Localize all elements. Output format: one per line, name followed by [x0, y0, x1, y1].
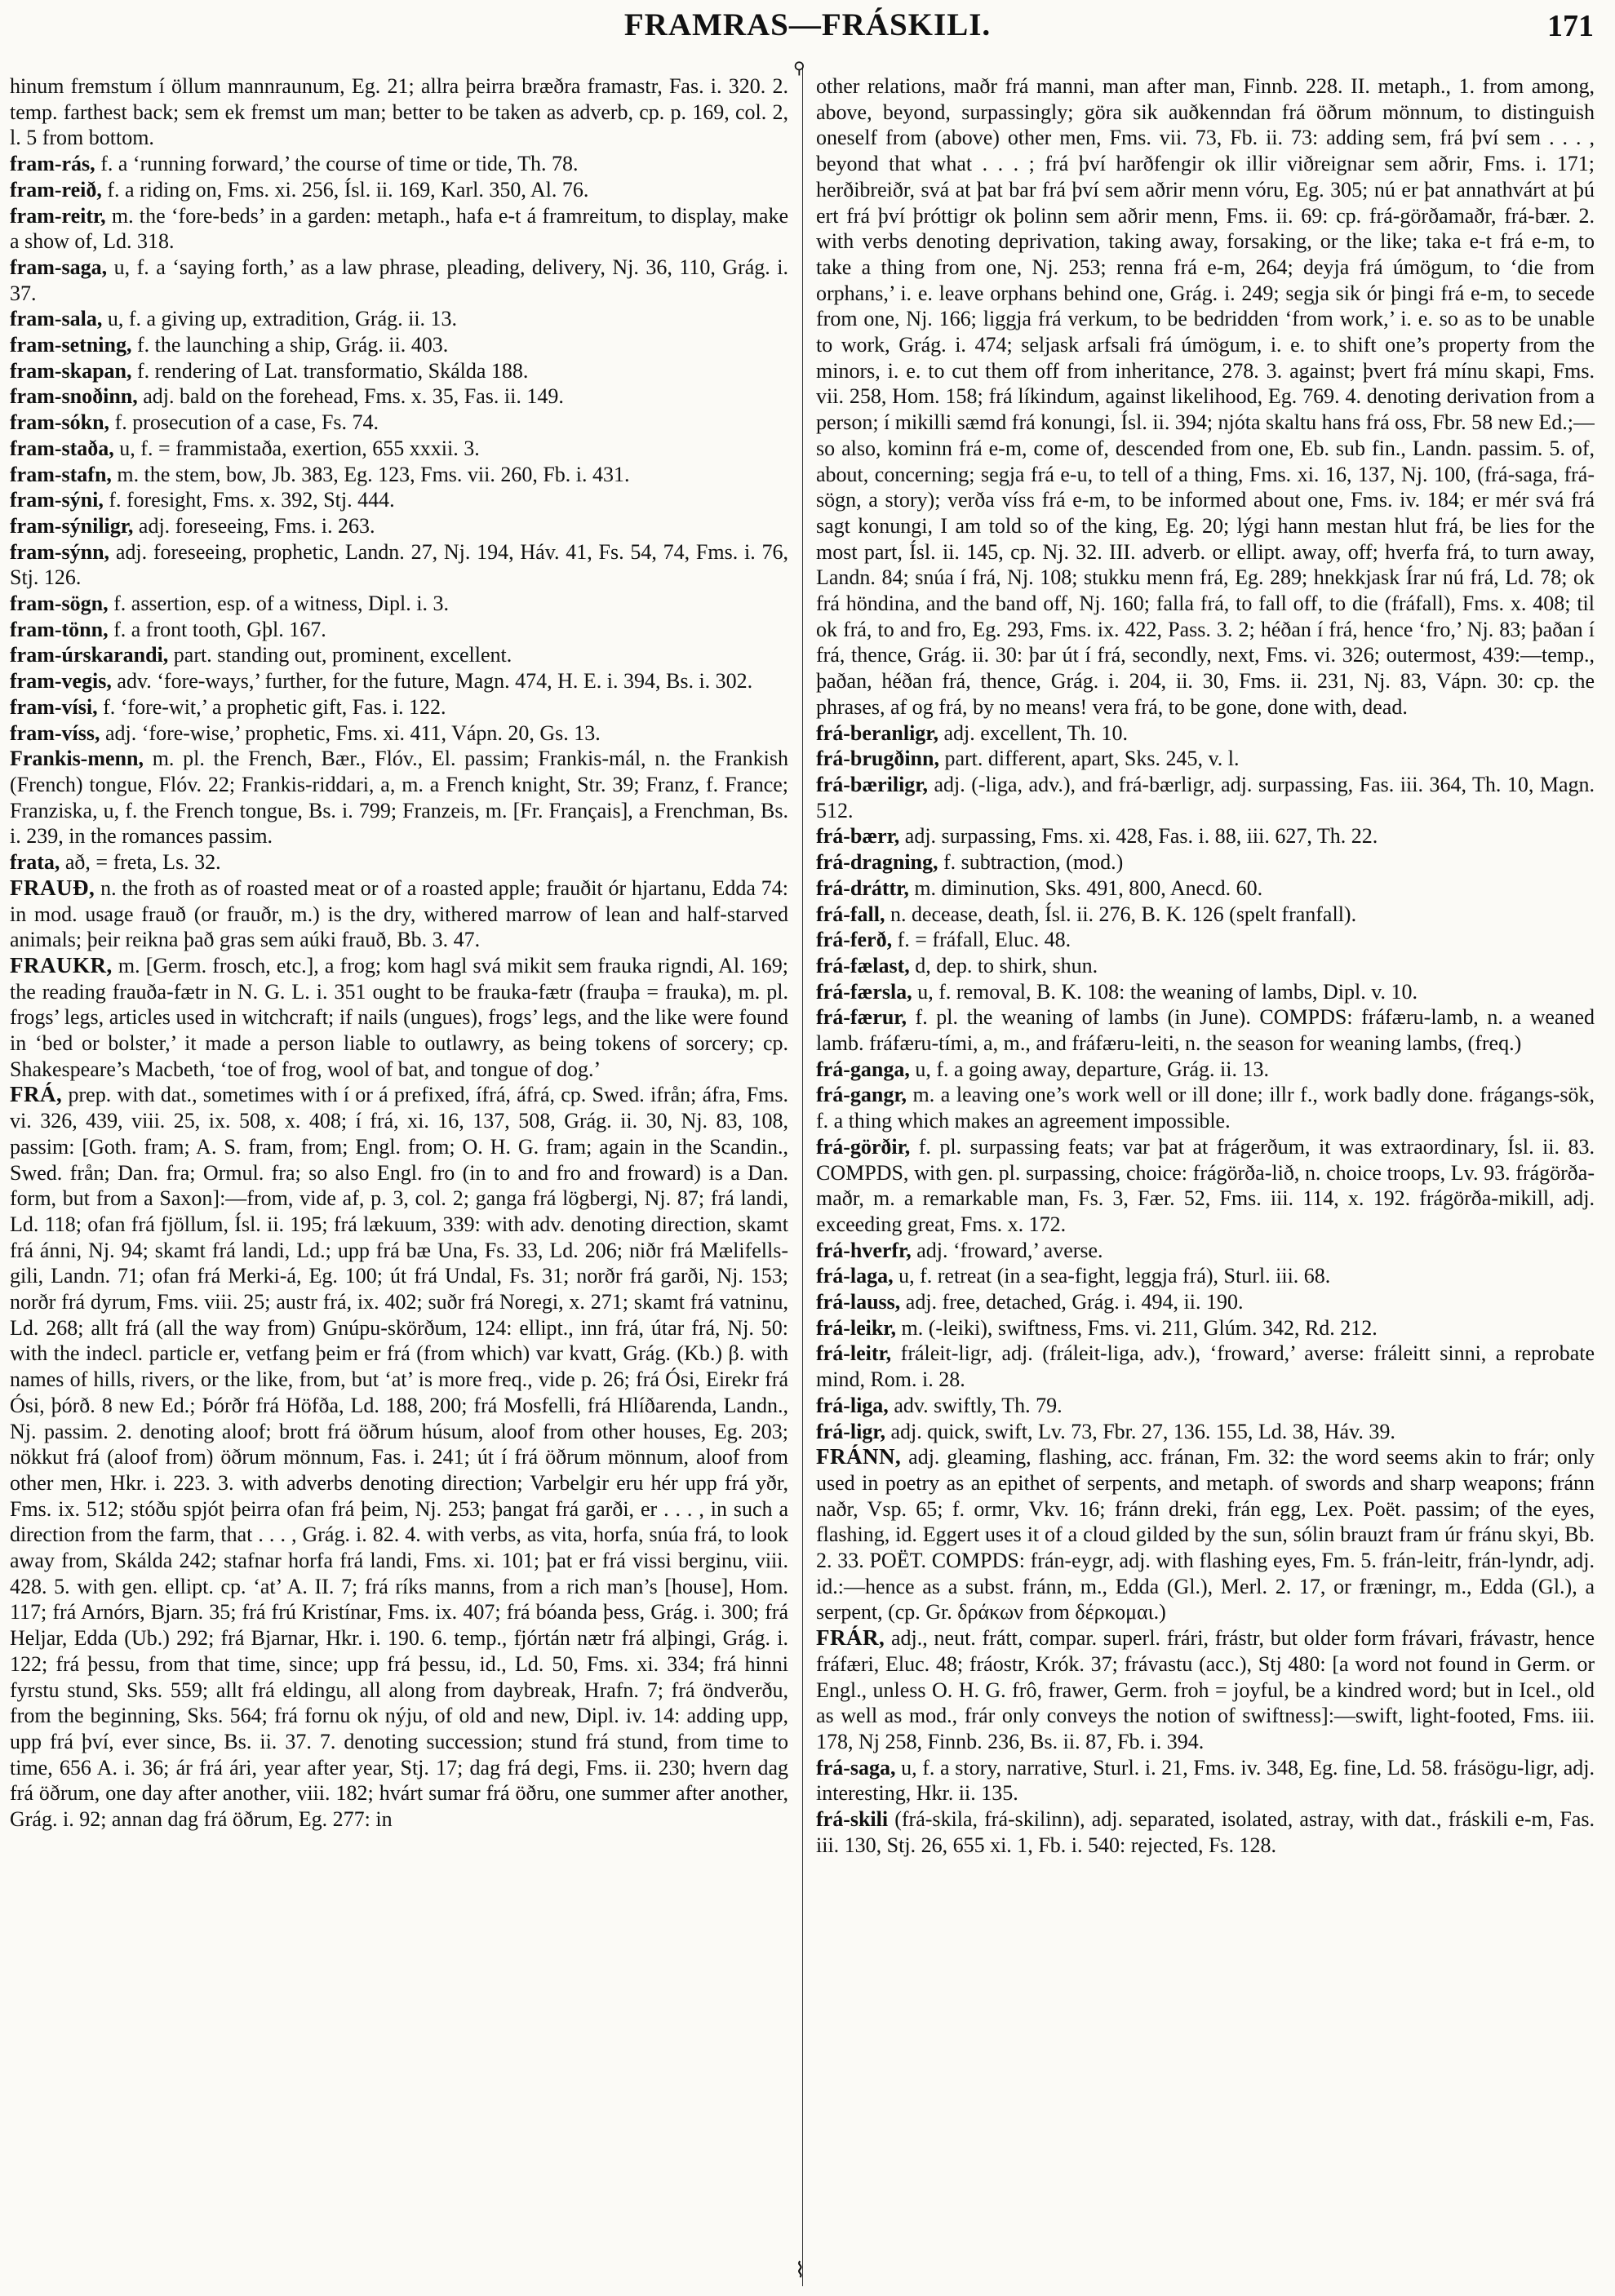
entry-text: adj. foreseeing, prophetic, Landn. 27, Nj. 194, Háv. 41, Fs. 54, 74, Fms. i. 76, Stj. 126. — [10, 539, 788, 590]
entry-headword: fram-víss, — [10, 720, 100, 745]
dictionary-entry — [10, 203, 788, 255]
dictionary-entry — [816, 1444, 1595, 1625]
entry-headword: fram-skapan, — [10, 358, 132, 383]
dictionary-entry — [816, 1341, 1595, 1392]
entry-text: f. a ‘running forward,’ the course of time or tide, Th. 78. — [100, 152, 579, 176]
entry-text: u, f. retreat (in a sea-fight, leggja frá), Sturl. iii. 68. — [898, 1264, 1331, 1288]
entry-headword: fram-sýni, — [10, 488, 104, 512]
entry-text: u, f. a ‘saying forth,’ as a law phrase, pleading, delivery, Nj. 36, 110, Grág. i. 37. — [10, 255, 788, 305]
dictionary-entry — [10, 73, 788, 151]
entry-headword: fram-reið, — [10, 177, 102, 202]
entry-text: m. pl. the French, Bær., Flóv., El. passim; Frankis-mál, n. the Frankish (French) tongue, Flóv. 22; Frankis-riddari, a, m. a French knight, Str. 39; Franz, f. France; Franziska, u, f. the French tongue, Bs. i. 799; Franzeis, m. [Fr. Français], a Frenchman, Bs. i. 239, in the romances passim. — [10, 747, 788, 849]
entry-text: adj. gleaming, flashing, acc. fránan, Fm. 32: the word seems akin to frár; only used in poetry as an epithet of serpents, and metaph. of swords and sharp weapons; fránn naðr, Vsp. 65; f. ormr, Vkv. 16; fránn dreki, frán egg, Lex. Poët. passim; of the eyes, flashing, id. Eggert uses it of a cloud gilded by the sun, sólin brauzt fram úr fránu skyi, Bb. 2. 33. POËT. COMPDS: frán-eygr, adj. with flashing eyes, Fm. 5. frán-leitr, frán-lyndr, adj. id.:—hence as a subst. fránn, m., Edda (Gl.), Merl. 2. 17, or fræningr, m., Edda (Gl.), a serpent, (cp. Gr. δράκων from δέρκομαι.) — [816, 1445, 1595, 1624]
dictionary-entry — [816, 1419, 1595, 1445]
entry-text: other relations, maðr frá manni, man after man, Finnb. 228. II. metaph., 1. from among, above, beyond, surpassingly; göra sik auðkenndan frá öðrum mönnum, to distinguish oneself from (above) other men, Fms. vii. 73, Fb. ii. 73: adding sem, frá því sem . . . , beyond that what . . . ; frá því harðfengir ok illir viðreignar sem aðrir, Fms. i. 171; herðibreiðr, svá at þat bar frá því sem aðrir menn vóru, Eg. 305; nú er þat annathvárt at þú ert frá því þróttigr ok þolinn sem aðrir menn, Fms. ii. 69: cp. frá-görðamaðr, frá-bær. 2. with verbs denoting deprivation, taking away, forsaking, or the like; taka e-t frá e-m, to take a thing from one, Nj. 253; renna frá e-m, 264; deyja frá úmögum, to ‘die from orphans,’ i. e. leave orphans behind one, Grág. i. 249; segja sik ór þingi frá e-m, to secede from one, Nj. 166; liggja frá verkum, to be bedridden ‘from work,’ i. e. so as to be unable to work, Grág. i. 474; seljask arfsali frá úmögum, i. e. to shift one’s property from the minors, i. e. to cut them off from inheritance, 278. 3. against; þvert frá mínu skapi, Fms. vii. 258, Hom. 158; frá líkindum, against likelihood, Eg. 769. 4. denoting derivation from a person; í mikilli sæmd frá konungi, Ísl. ii. 394; njóta skaltu hans frá oss, Fbr. 58 new Ed.;—so also, kominn frá e-m, come of, descended from one, Eb. sub fin., Landn. passim. 5. of, about, concerning; segja frá e-u, to tell of a thing, Fms. xi. 16, 137, Nj. 100, (frá-saga, frá-sögn, a story); verða víss frá e-m, to be informed about one, Fms. iv. 184; er mér svá frá sagt konungi, I am told so of the king, Eg. 20; lýgi hann mestan hlut frá, be lies for the most part, Ísl. ii. 145, cp. Nj. 32. III. adverb. or ellipt. away, off; hverfa frá, to turn away, Landn. 84; snúa í frá, Nj. 108; stukku menn frá, Eg. 289; hnekkjask Írar nú frá, Ld. 78; ok frá höndina, and the band off, Nj. 160; falla frá, to fall off, to die (fráfall), Fms. x. 408; til ok frá, to and fro, Eg. 293, Fms. ix. 422, Pass. 3. 2; héðan í frá, hence ‘fro,’ Nj. 83; þaðan í frá, thence, Grág. ii. 30: þar út í frá, secondly, next, Fms. vi. 326; outermost, 439:—temp., þaðan, héðan frá, thence, Grág. i. 204, ii. 30, Fms. ii. 231, Nj. 83, Vápn. 30: cp. the phrases, af og frá, by no means! vera frá, to be gone, done with, dead. — [816, 74, 1595, 719]
entry-headword: FRAUÐ, — [10, 875, 95, 900]
entry-text: f. the launching a ship, Grág. ii. 403. — [136, 333, 449, 357]
dictionary-entry — [10, 746, 788, 849]
entry-text: adj., neut. frátt, compar. superl. frári, frástr, but older form frávari, frávastr, hence fráfæri, Eluc. 48; fráostr, Krók. 37; frávastu (acc.), Stj 480: [a word not found in Germ. or Engl., unless O. H. G. frô, frawer, Germ. froh = joyful, be a kindred word; but in Icel., old as well as mod., frár only conveys the notion of swiftness]:—swift, light-footed, Fms. iii. 178, Nj 258, Finnb. 236, Bs. ii. 87, Fb. i. 394. — [816, 1626, 1595, 1753]
entry-text: m. (-leiki), swiftness, Fms. vi. 211, Glúm. 342, Rd. 212. — [901, 1315, 1378, 1340]
entry-headword: frá-dragning, — [816, 850, 938, 875]
entry-text: n. the froth as of roasted meat or of a roasted apple; frauðit ór hjartanu, Edda 74: in mod. usage frauð (or frauðr, m.) is the dry, withered marrow of lean and half-starved animals; þeir reikna það gras sem aúki frauð, Bb. 3. 47. — [10, 875, 788, 952]
entry-text: að, = freta, Ls. 32. — [64, 850, 221, 875]
running-title: FRAMRAS—FRÁSKILI. — [623, 7, 992, 42]
entry-text: part. different, apart, Sks. 245, v. l. — [944, 747, 1240, 771]
entry-text: adj. (-liga, adv.), and frá-bærligr, adj. surpassing, Fas. iii. 364, Th. 10, Magn. 512. — [816, 772, 1595, 822]
entry-text: u, f. removal, B. K. 108: the weaning of lambs, Dipl. v. 10. — [917, 979, 1418, 1004]
entry-text: f. ‘fore-wit,’ a prophetic gift, Fas. i. 122. — [103, 694, 446, 719]
dictionary-entry — [10, 953, 788, 1083]
dictionary-entry — [816, 1082, 1595, 1133]
entry-text: f. a front tooth, Gþl. 167. — [113, 617, 326, 641]
entry-text: adj. bald on the forehead, Fms. x. 35, Fas. ii. 149. — [143, 384, 564, 409]
entry-headword: fram-saga, — [10, 255, 108, 279]
dictionary-entry — [10, 513, 788, 539]
dictionary-entry — [10, 462, 788, 488]
entry-headword: fram-sala, — [10, 307, 103, 331]
dictionary-entry — [816, 1393, 1595, 1419]
entry-headword: FRÁR, — [816, 1625, 885, 1651]
dictionary-entry — [10, 539, 788, 591]
dictionary-entry — [10, 875, 788, 953]
entry-headword: fram-sýniligr, — [10, 513, 134, 538]
entry-text: fráleit-ligr, adj. (fráleit-liga, adv.), ‘froward,’ averse: fráleitt sinni, a reprobate mind, Rom. i. 28. — [816, 1341, 1595, 1392]
dictionary-entry — [10, 617, 788, 643]
entry-text: part. standing out, prominent, excellent. — [173, 643, 512, 667]
entry-text: f. = fráfall, Eluc. 48. — [897, 928, 1071, 952]
dictionary-entry — [10, 177, 788, 203]
dictionary-entry — [816, 772, 1595, 823]
divider-bottom-ornament: ⌇ — [795, 2258, 805, 2282]
entry-text: f. a riding on, Fms. xi. 256, Ísl. ii. 169, Karl. 350, Al. 76. — [107, 177, 589, 202]
dictionary-entry — [816, 1134, 1595, 1238]
entry-headword: fram-setning, — [10, 333, 132, 357]
entry-text: u, f. a story, narrative, Sturl. i. 21, Fms. iv. 348, Eg. fine, Ld. 58. frásögu-ligr, adj. interesting, Hkr. ii. 135. — [816, 1755, 1595, 1806]
dictionary-entry — [10, 436, 788, 462]
entry-headword: fram-tönn, — [10, 617, 109, 641]
dictionary-entry — [10, 668, 788, 694]
entry-headword: fram-sýnn, — [10, 539, 110, 564]
dictionary-entry — [816, 1625, 1595, 1755]
entry-headword: frá-gangr, — [816, 1083, 907, 1107]
dictionary-entry — [10, 849, 788, 875]
dictionary-entry — [10, 720, 788, 747]
dictionary-entry — [10, 410, 788, 436]
entry-text: prep. with dat., sometimes with í or á prefixed, ífrá, áfrá, cp. Swed. ifrån; áfra, Fms. vi. 326, 439, viii. 25, ix. 508, x. 408; í frá, xi. 16, 137, 508, Grág. ii. 30, Nj. 83, 108, passim: [Goth. fram; A. S. fram, from; Engl. from; O. H. G. fram; again in the Scandin., Swed. från; Dan. fra; Ormul. fra; so also Engl. fro (in to and fro and froward) is a Dan. form, but from a Saxon]:—from, vide af, p. 3, col. 2; ganga frá lögbergi, Nj. 87; frá landi, Ld. 118; ofan frá fjöllum, Ísl. ii. 195; frá lækuum, 339: with adv. denoting direction, skamt frá ánni, Nj. 94; skamt frá landi, Ld.; upp frá bæ Una, Fs. 33, Ld. 206; niðr frá Mælifells-gili, Landn. 71; ofan frá Merki-á, Eg. 100; út frá Undal, Fs. 31; norðr frá garði, Nj. 153; norðr frá dyrum, Fms. viii. 25; austr frá, ix. 402; suðr frá Noregi, x. 271; skamt frá vatninu, Ld. 268; allt frá (all the way from) Gnúpu-skörðum, 124: ellipt., inn frá, útar frá, Nj. 50: with the indecl. particle er, vetfang þeim er frá (from which) var kvatt, Grág. (Kb.) β. with names of hills, rivers, or the like, from, but ‘at’ is more freq., vide p. 26; frá Ósi, Eirekr frá Ósi, þórð. 8 new Ed.; Þórðr frá Höfða, Ld. 188, 200; frá Mosfelli, frá Hlíðarenda, Landn., Nj. passim. 2. denoting aloof; brott frá öðrum húsum, aloof from other houses, Eg. 203; nökkut frá (aloof from) öðrum mönnum, Fas. i. 241; út í frá öðrum mönnum, aloof from other men, Hkr. i. 223. 3. with adverbs denoting direction; Varbelgir eru hér upp frá yðr, Fms. ix. 512; stóðu spjót þeirra ofan frá þeim, Nj. 253; þangat frá garði, er . . . , in such a direction from the farm, that . . . , Grág. i. 82. 4. with verbs, as vita, horfa, snúa frá, to look away from, Skálda 242; stafnar horfa frá landi, Fms. xi. 101; þat er frá vissi berginu, viii. 428. 5. with gen. ellipt. cp. ‘at’ A. II. 7; frá ríks manns, from a rich man’s [house], Hom. 117; frá Arnórs, Bjarn. 35; frá frú Kristínar, Fms. ix. 407; frá bóanda þess, Grág. i. 300; frá Heljar, Edda (Ub.) 292; frá Bjarnar, Hkr. i. 190. 6. temp., fjórtán nætr frá alþingi, Grág. i. 122; frá þessu, from that time, since; upp frá þessu, id., Ld. 50, Fms. xi. 334; frá hinni fyrstu stund, Sks. 559; allt frá eldingu, all along from daybreak, Hrafn. 7; frá öndverðu, from the beginning, Sks. 564; frá fornu ok nýju, of old and new, Dipl. iv. 14: adding upp, upp frá því, ever since, Bs. ii. 37. 7. denoting succession; stund frá stund, from time to time, 656 A. i. 36; ár frá ári, year after year, Stj. 17; dag frá degi, Fms. ii. 230; hvern dag frá öðrum, one day after another, viii. 182; hvárt sumar frá öðru, one summer after another, Grág. i. 92; annan dag frá öðrum, Eg. 277: in — [10, 1083, 788, 1832]
dictionary-entry — [10, 642, 788, 668]
entry-headword: fram-sókn, — [10, 410, 110, 435]
dictionary-entry — [816, 1806, 1595, 1858]
dictionary-entry — [10, 255, 788, 306]
dictionary-entry — [816, 1315, 1595, 1341]
dictionary-entry — [10, 694, 788, 720]
entry-headword: Frankis-menn, — [10, 747, 144, 771]
entry-text: f. subtraction, (mod.) — [943, 850, 1124, 875]
entry-headword: frá-ligr, — [816, 1419, 885, 1443]
dictionary-entry — [816, 979, 1595, 1005]
left-column — [10, 73, 788, 2286]
entry-headword: FRÁNN, — [816, 1444, 902, 1469]
entry-text: f. rendering of Lat. transformatio, Skálda 188. — [137, 358, 529, 383]
entry-text: adj. ‘froward,’ averse. — [916, 1238, 1103, 1262]
dictionary-entry — [816, 1004, 1595, 1056]
right-column — [816, 73, 1595, 2286]
entry-text: adj. free, detached, Grág. i. 494, ii. 190. — [905, 1290, 1244, 1314]
entry-text: (frá-skila, frá-skilinn), adj. separated, isolated, astray, with dat., fráskili e-m, Fas. iii. 130, Stj. 26, 655 xi. 1, Fb. i. 540: rejected, Fs. 128. — [816, 1807, 1595, 1857]
dictionary-entry — [10, 332, 788, 358]
dictionary-entry — [816, 1238, 1595, 1264]
dictionary-entry — [816, 73, 1595, 720]
entry-headword: fram-stafn, — [10, 462, 112, 486]
dictionary-entry — [816, 902, 1595, 928]
entry-headword: FRÁ, — [10, 1082, 63, 1107]
entry-headword: frá-leitr, — [816, 1341, 892, 1366]
entry-headword: fram-rás, — [10, 152, 95, 176]
entry-text: f. pl. surpassing feats; var þat at frágerðum, it was extraordinary, Ísl. ii. 83. COMPDS, with gen. pl. surpassing, choice: frágörða-lið, n. choice troops, Lv. 93. frágörða-maðr, m. a remarkable man, Fs. 3, Fær. 52, Fms. iii. 114, x. 192. frágörða-mikill, adj. exceeding great, Fms. x. 172. — [816, 1134, 1595, 1236]
divider-top-ornament: ⚲ — [793, 60, 805, 78]
dictionary-entry — [816, 1289, 1595, 1315]
entry-text: f. pl. the weaning of lambs (in June). COMPDS: fráfæru-lamb, n. a weaned lamb. fráfæru-tími, a, m., and fráfæru-leiti, n. the season for weaning lambs, (freq.) — [816, 1005, 1595, 1056]
dictionary-entry — [10, 358, 788, 384]
entry-text: u, f. = frammistaða, exertion, 655 xxxii. 3. — [119, 436, 480, 460]
entry-headword: frá-færur, — [816, 1005, 907, 1030]
entry-headword: frá-ferð, — [816, 928, 893, 952]
entry-text: adv. swiftly, Th. 79. — [894, 1393, 1063, 1417]
entry-headword: frá-leikr, — [816, 1315, 896, 1340]
page-header — [10, 0, 1605, 54]
entry-text: d, dep. to shirk, shun. — [915, 953, 1098, 977]
entry-text: n. decease, death, Ísl. ii. 276, B. K. 126 (spelt franfall). — [890, 902, 1357, 926]
entry-headword: fram-reitr, — [10, 203, 106, 228]
entry-headword: fram-úrskarandi, — [10, 643, 169, 667]
entry-text: adj. excellent, Th. 10. — [943, 720, 1128, 745]
dictionary-entry — [816, 1263, 1595, 1289]
dictionary-entry — [816, 927, 1595, 953]
dictionary-entry — [816, 823, 1595, 849]
dictionary-entry — [10, 306, 788, 332]
entry-headword: fram-staða, — [10, 436, 114, 460]
entry-headword: frá-görðir, — [816, 1134, 911, 1159]
entry-text: u, f. a giving up, extradition, Grág. ii. 13. — [107, 307, 458, 331]
dictionary-entry — [816, 746, 1595, 772]
dictionary-entry — [10, 591, 788, 617]
entry-headword: frá-ganga, — [816, 1057, 910, 1081]
dictionary-entry — [816, 1057, 1595, 1083]
entry-text: adj. foreseeing, Fms. i. 263. — [138, 513, 375, 538]
entry-text: f. prosecution of a case, Fs. 74. — [114, 410, 379, 435]
dictionary-entry — [10, 1082, 788, 1832]
entry-headword: frá-liga, — [816, 1393, 889, 1417]
entry-headword: frá-brugðinn, — [816, 747, 939, 771]
entry-headword: FRAUKR, — [10, 952, 113, 977]
entry-headword: frá-saga, — [816, 1755, 896, 1780]
entry-text: m. the ‘fore-beds’ in a garden: metaph., hafa e-t á framreitum, to display, make a show of, Ld. 318. — [10, 203, 788, 254]
entry-headword: fram-snoðinn, — [10, 384, 138, 409]
entry-text: adj. quick, swift, Lv. 73, Fbr. 27, 136. 155, Ld. 38, Háv. 39. — [890, 1419, 1395, 1443]
entry-headword: frá-hverfr, — [816, 1238, 912, 1262]
entry-headword: frá-skili — [816, 1807, 889, 1832]
entry-text: m. [Germ. frosch, etc.], a frog; kom hagl svá mikit sem frauka rigndi, Al. 169; the reading frauða-fætr in N. G. L. i. 351 ought to be frauka-fætr (frauþa = frauka), m. pl. frogs’ legs, articles used in witchcraft; if nails (ungues), frogs’ legs, and the like were found in ‘bed or bolster,’ it made a person liable to outlawry, as being tokens of sorcery; cp. Shakespeare’s Macbeth, ‘toe of frog, wool of bat, and tongue of dog.’ — [10, 953, 788, 1081]
entry-headword: fram-sögn, — [10, 592, 109, 616]
entry-headword: fram-vísi, — [10, 694, 98, 719]
entry-text: u, f. a going away, departure, Grág. ii. 13. — [915, 1057, 1269, 1081]
entry-text: f. assertion, esp. of a witness, Dipl. i. 3. — [113, 592, 449, 616]
column-divider — [802, 67, 803, 2286]
entry-headword: frá-bærr, — [816, 824, 900, 849]
entry-headword: frá-fælast, — [816, 953, 910, 977]
entry-headword: frá-lauss, — [816, 1290, 901, 1314]
dictionary-entry — [816, 720, 1595, 747]
entry-text: adv. ‘fore-ways,’ further, for the future, Magn. 474, H. E. i. 394, Bs. i. 302. — [117, 669, 753, 694]
entry-text: adj. ‘fore-wise,’ prophetic, Fms. xi. 411, Vápn. 20, Gs. 13. — [104, 720, 601, 745]
entry-headword: frata, — [10, 850, 60, 875]
entry-text: hinum fremstum í öllum mannraunum, Eg. 21; allra þeirra bræðra framastr, Fas. i. 320. 2. temp. farthest back; sem ek fremst um man; better to be taken as adverb, cp. p. 169, col. 2, l. 5 from bottom. — [10, 74, 788, 150]
entry-text: adj. surpassing, Fms. xi. 428, Fas. i. 88, iii. 627, Th. 22. — [904, 824, 1378, 849]
entry-headword: frá-fall, — [816, 902, 885, 926]
dictionary-entry — [816, 875, 1595, 902]
entry-text: m. diminution, Sks. 491, 800, Anecd. 60. — [914, 875, 1263, 900]
entry-text: m. the stem, bow, Jb. 383, Eg. 123, Fms. vii. 260, Fb. i. 431. — [117, 462, 630, 486]
entry-text: m. a leaving one’s work well or ill done; illr f., work badly done. frágangs-sök, f. a thing which makes an agreement impossible. — [816, 1083, 1595, 1133]
dictionary-entry — [816, 953, 1595, 979]
entry-headword: frá-laga, — [816, 1264, 894, 1288]
entry-headword: frá-dráttr, — [816, 875, 909, 900]
page-number: 171 — [1547, 9, 1594, 43]
dictionary-entry — [816, 1755, 1595, 1806]
entry-text: f. foresight, Fms. x. 392, Stj. 444. — [109, 488, 395, 512]
dictionary-entry — [10, 487, 788, 513]
entry-headword: fram-vegis, — [10, 669, 112, 694]
dictionary-entry — [816, 849, 1595, 875]
dictionary-entry — [10, 383, 788, 410]
entry-headword: frá-bæriligr, — [816, 772, 928, 796]
entry-headword: frá-færsla, — [816, 979, 912, 1004]
dictionary-entry — [10, 151, 788, 177]
entry-headword: frá-beranligr, — [816, 720, 938, 745]
